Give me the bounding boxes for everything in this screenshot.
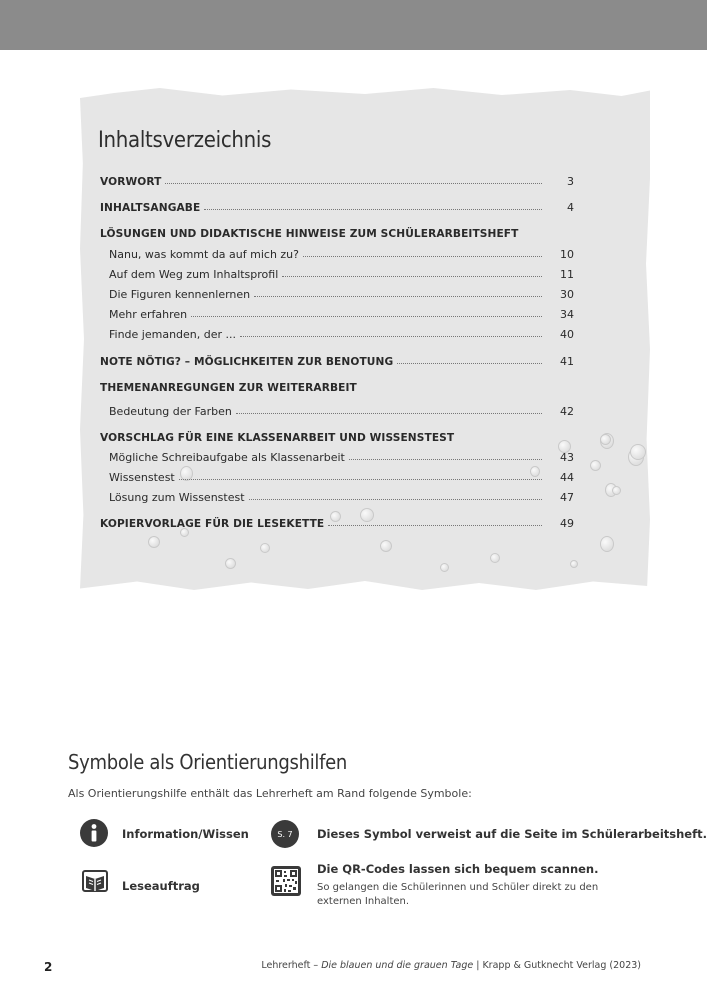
water-drop: [440, 563, 449, 572]
symbols-title: Symbole als Orientierungshilfen: [68, 750, 348, 774]
symbols-intro: Als Orientierungshilfe enthält das Lehrerheft am Rand folgende Symbole:: [68, 787, 472, 800]
toc-entry-label: Auf dem Weg zum Inhaltsprofil: [109, 268, 279, 281]
toc-leader-dots: [349, 459, 542, 460]
footer-book-title: Die blauen und die grauen Tage: [321, 960, 474, 971]
toc-entry: [109, 241, 574, 261]
toc-entry: [100, 510, 574, 530]
toc-entry-label: Lösung zum Wissenstest: [109, 491, 245, 504]
qr-code-icon: [271, 866, 301, 896]
qr-label: Die QR-Codes lassen sich bequem scannen.: [317, 862, 599, 876]
water-drop: [590, 460, 601, 471]
toc-entry-page: 49: [560, 517, 574, 530]
toc-entry-page: 41: [560, 355, 574, 368]
toc-entry-page: 34: [560, 308, 574, 321]
toc-entry-label: Bedeutung der Farben: [109, 405, 232, 418]
water-drop: [225, 558, 236, 569]
toc-entry-label: VORSCHLAG FÜR EINE KLASSENARBEIT UND WISSENSTEST: [100, 432, 455, 444]
toc-leader-dots: [254, 296, 542, 297]
footer-suffix: | Krapp & Gutknecht Verlag (2023): [476, 960, 641, 971]
toc-entry-page: 43: [560, 451, 574, 464]
reading-label: Leseauftrag: [122, 879, 200, 893]
toc-entry-page: 30: [560, 288, 574, 301]
toc-entry-label: Nanu, was kommt da auf mich zu?: [109, 248, 299, 261]
toc-entry-label: Die Figuren kennenlernen: [109, 288, 251, 301]
footer-citation: [261, 960, 641, 971]
water-drop: [570, 560, 578, 568]
toc-entry-page: 44: [560, 471, 574, 484]
toc-leader-dots: [165, 183, 542, 184]
water-drop: [490, 553, 500, 563]
toc-entry-label: Mögliche Schreibaufgabe als Klassenarbeit: [109, 451, 345, 464]
water-drop: [612, 486, 621, 495]
toc-entry: [100, 374, 574, 394]
toc-leader-dots: [249, 499, 542, 500]
toc-entry: [109, 464, 574, 484]
toc-leader-dots: [282, 276, 542, 277]
toc-leader-dots: [328, 525, 542, 526]
water-drop: [600, 434, 611, 445]
toc-entry-page: 4: [567, 201, 574, 214]
toc-entry: [109, 261, 574, 281]
footer-prefix: Lehrerheft –: [261, 960, 319, 971]
toc-entry-label: Finde jemanden, der ...: [109, 328, 237, 341]
page-reference-label: Dieses Symbol verweist auf die Seite im Schülerarbeitsheft.: [317, 827, 707, 841]
page-reference-badge: [271, 820, 299, 848]
toc-entry: [100, 194, 574, 214]
toc-entry: [109, 484, 574, 504]
toc-leader-dots: [204, 209, 542, 210]
toc-entry: [100, 424, 574, 444]
toc-leader-dots: [303, 256, 542, 257]
toc-entry: [109, 321, 574, 341]
toc-entry: [100, 220, 574, 240]
toc-entry-page: 47: [560, 491, 574, 504]
toc-entry: [109, 301, 574, 321]
toc-entry-label: NOTE NÖTIG? – MÖGLICHKEITEN ZUR BENOTUNG: [100, 356, 394, 368]
toc-title: Inhaltsverzeichnis: [98, 128, 272, 153]
toc-entry-label: THEMENANREGUNGEN ZUR WEITERARBEIT: [100, 382, 357, 394]
toc-entry: [109, 398, 574, 418]
info-label: Information/Wissen: [122, 827, 249, 841]
toc-entry: [109, 444, 574, 464]
toc-entry-page: 40: [560, 328, 574, 341]
toc-entry: [100, 348, 574, 368]
page-number: 2: [44, 960, 53, 974]
toc-leader-dots: [397, 363, 542, 364]
toc-entry-label: Wissenstest: [109, 471, 175, 484]
water-drop: [600, 536, 614, 552]
toc-entry-label: KOPIERVORLAGE FÜR DIE LESEKETTE: [100, 518, 325, 530]
water-drop: [260, 543, 270, 553]
reading-book-icon: [80, 866, 110, 896]
toc-entry-label: LÖSUNGEN UND DIDAKTISCHE HINWEISE ZUM SCHÜLERARBEITSHEFT: [100, 228, 519, 240]
water-drop: [148, 536, 160, 548]
toc-entry-page: 11: [560, 268, 574, 281]
toc-entry: [100, 168, 574, 188]
water-drop: [380, 540, 392, 552]
toc-leader-dots: [191, 316, 542, 317]
toc-leader-dots: [236, 413, 542, 414]
toc-entry-page: 10: [560, 248, 574, 261]
toc-entry: [109, 281, 574, 301]
top-bar: [0, 0, 707, 50]
qr-description: So gelangen die Schülerinnen und Schüler direkt zu den externen Inhalten.: [317, 882, 599, 907]
info-circle-icon: [79, 818, 109, 848]
toc-leader-dots: [179, 479, 542, 480]
page-reference-text: S. 7: [277, 829, 293, 839]
toc-entry-page: 42: [560, 405, 574, 418]
toc-entry-page: 3: [567, 175, 574, 188]
toc-leader-dots: [240, 336, 542, 337]
water-drop: [630, 444, 646, 460]
toc-entry-label: VORWORT: [100, 176, 162, 188]
toc-entry-label: Mehr erfahren: [109, 308, 188, 321]
toc-entry-label: INHALTSANGABE: [100, 202, 201, 214]
